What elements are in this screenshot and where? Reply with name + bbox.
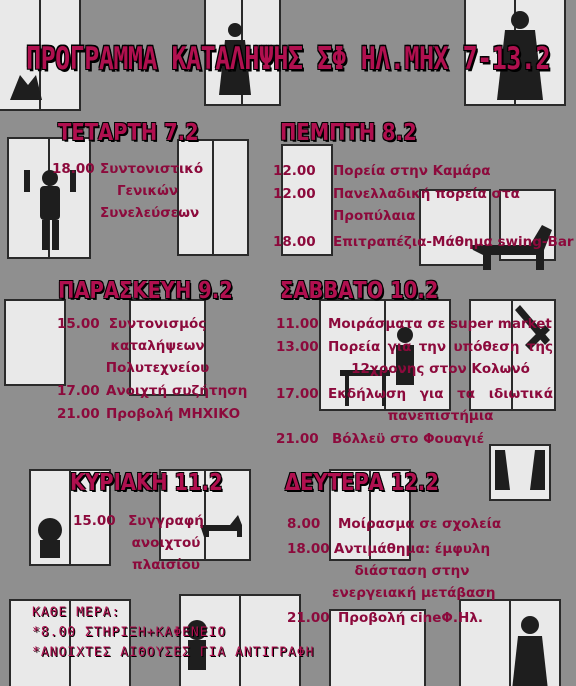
event-time: 18.00 [273,234,316,250]
event-time: 15.00 [57,316,100,332]
event-time: 18.00 [52,161,95,177]
event-description [332,538,496,604]
event-text-line: ενεργειακή μετάβαση [332,585,496,601]
event-time: 21.00 [276,431,319,447]
event-time: 17.00 [276,386,319,402]
event-time: 8.00 [287,516,321,532]
daily-note-heading: ΚΑΘΕ ΜΕΡΑ: [32,605,121,620]
day-heading-saturday: ΣΑΒΒΑΤΟ 10.2 [280,278,439,304]
event-time: 21.00 [57,406,100,422]
day-heading-monday: ΔΕΥΤΕΡΑ 12.2 [285,470,439,496]
event-description [100,313,215,379]
day-heading-thursday: ΠΕΜΠΤΗ 8.2 [280,120,417,146]
event-description: Προβολή ΜΗΧΙΚΟ [106,406,241,422]
event-description [328,336,553,380]
day-heading-wednesday: ΤΕΤΑΡΤΗ 7.2 [58,120,199,146]
event-time: 18.00 [287,541,330,557]
daily-note-item: *ΑΝΟΙΧΤΕΣ ΑΙΘΟΥΣΕΣ ΓΙΑ ΑΝΤΙΓΡΑΦΗ [32,645,315,660]
event-text-line: ανοιχτού [131,535,201,551]
event-time: 12.00 [273,163,316,179]
event-description: Προβολή cineΦ.Ηλ. [338,610,483,626]
event-text-line: 12χρονης στον Κολωνό [351,361,530,377]
event-text-line: Συγγραφή [128,513,204,529]
day-heading-sunday: ΚΥΡΙΑΚΗ 11.2 [70,470,223,496]
event-description: Βόλλεϋ στο Φουαγιέ [332,431,485,447]
event-description [116,510,216,576]
event-time: 21.00 [287,610,330,626]
poster-title: ΠΡΟΓΡΑΜΜΑ ΚΑΤΑΛΗΨΗΣ ΣΦ ΗΛ.ΜΗΧ 7-13.2 [26,40,550,77]
event-time: 17.00 [57,383,100,399]
event-text-line: διάσταση στην [354,563,470,579]
event-text-line: Συντονισμός [108,316,207,332]
event-text-line: Πανελλαδική πορεία στα [333,186,520,202]
event-text-line: Πολυτεχνείου [105,360,210,376]
event-text-line: Προπύλαια [333,208,416,224]
event-text-line: Συντονιστικό [100,161,204,177]
event-description [328,383,553,427]
event-text-line: πανεπιστήμια [387,408,494,424]
event-time: 11.00 [276,316,319,332]
event-text-line: Αντιμάθημα: έμφυλη [333,541,491,557]
event-description: Ανοιχτή συζήτηση [106,383,248,399]
event-text-line: Γενικών [116,183,179,199]
event-time: 13.00 [276,339,319,355]
event-description: Πορεία στην Καμάρα [333,163,491,179]
event-description [333,183,523,227]
event-description: Μοιράσματα σε super market [328,316,552,332]
event-text-line: Πορεία για την υπόθεση της [328,339,553,355]
event-text-line: πλαισίου [132,557,200,573]
event-text-line: Συνελεύσεων [100,205,200,221]
event-time: 12.00 [273,186,316,202]
daily-note-item: *8.00 ΣΤΗΡΙΞΗ+ΚΑΦΕΝΕΙΟ [32,625,227,640]
day-heading-friday: ΠΑΡΑΣΚΕΥΗ 9.2 [58,278,233,304]
event-text-line: καταλήψεων [110,338,205,354]
event-time: 15.00 [73,513,116,529]
event-text-line: Εκδήλωση για τα ιδιωτικά [328,386,553,402]
event-description: Μοίρασμα σε σχολεία [338,516,502,532]
event-description [100,158,204,224]
event-description: Επιτραπέζια-Μάθημα swing-Bar [333,234,574,250]
